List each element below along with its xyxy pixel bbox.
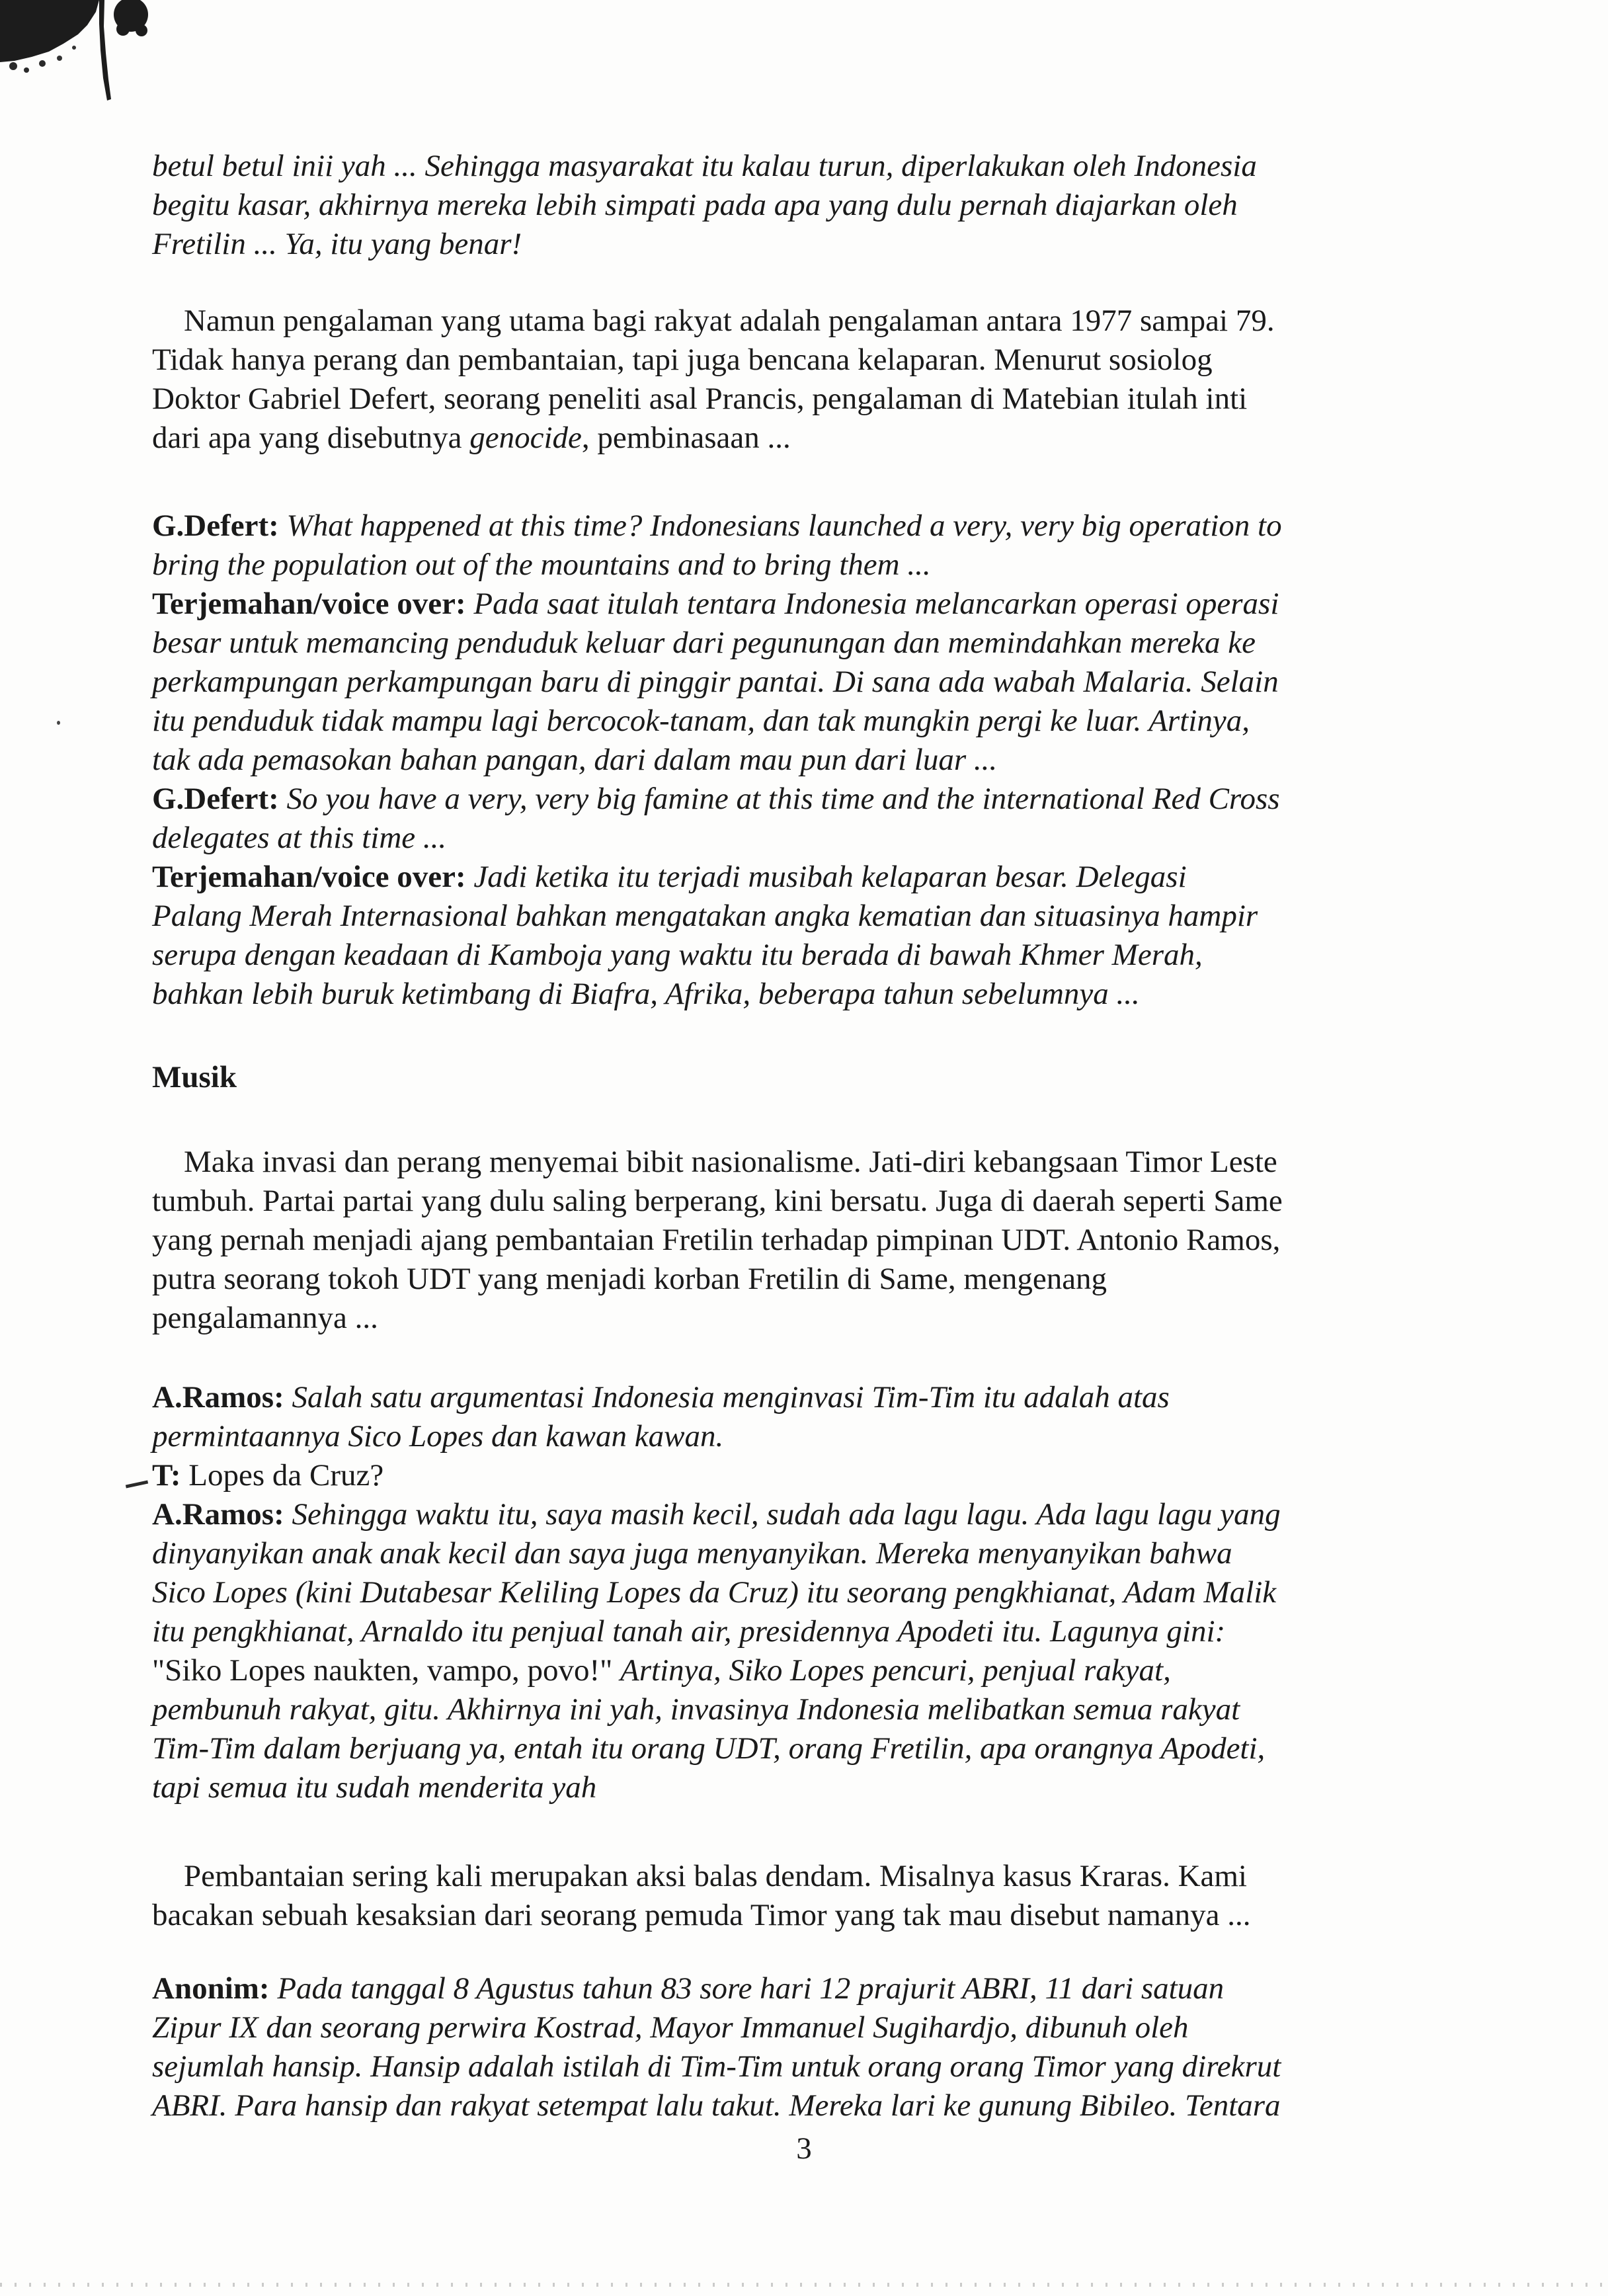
paragraph-line: betul betul inii yah ... Sehingga masyarakat itu kalau turun, diperlakukan oleh Indonesia — [152, 149, 1257, 183]
paragraph-line: Fretilin ... Ya, itu yang benar! — [152, 227, 522, 261]
paragraph-narration-2 — [152, 1143, 1370, 1338]
speech-text: dinyanyikan anak anak kecil dan saya juga menyanyikan. Mereka menyanyikan bahwa — [152, 1536, 1232, 1571]
paragraph-narration-1 — [152, 302, 1370, 458]
speech-text: bring the population out of the mountains and to bring them ... — [152, 548, 931, 582]
speech-text: perkampungan perkampungan baru di pinggir pantai. Di sana ada wabah Malaria. Selain — [152, 665, 1279, 699]
speech-text: itu penduduk tidak mampu lagi bercocok-tanam, dan tak mungkin pergi ke luar. Artinya, — [152, 704, 1250, 738]
dialogue-line — [152, 1495, 1370, 1534]
dialogue-line — [152, 585, 1370, 624]
speech-text: Palang Merah Internasional bahkan mengatakan angka kematian dan situasinya hampir — [152, 899, 1258, 933]
speech-text: So you have a very, very big famine at this time and the international Red Cross — [286, 782, 1280, 816]
paragraph-line: Pembantaian sering kali merupakan aksi balas dendam. Misalnya kasus Kraras. Kami — [184, 1859, 1247, 1893]
speaker-label: Terjemahan/voice over: — [152, 860, 466, 894]
paragraph-line: yang pernah menjadi ajang pembantaian Fretilin terhadap pimpinan UDT. Antonio Ramos, — [152, 1223, 1281, 1257]
paragraph-line — [152, 419, 1370, 458]
speech-text: Lopes da Cruz? — [188, 1458, 384, 1493]
dialogue-ramos — [152, 1378, 1370, 1807]
ink-smudge-icon — [0, 0, 165, 106]
speech-text: Salah satu argumentasi Indonesia menginvasi Tim-Tim itu adalah atas — [292, 1380, 1170, 1414]
paragraph-line: putra seorang tokoh UDT yang menjadi korban Fretilin di Same, mengenang — [152, 1262, 1107, 1296]
page-number: 3 — [796, 2131, 812, 2166]
speech-text: tak ada pemasokan bahan pangan, dari dalam mau pun dari luar ... — [152, 743, 998, 777]
speech-text: permintaannya Sico Lopes dan kawan kawan. — [152, 1419, 724, 1454]
speech-text: Pada tanggal 8 Agustus tahun 83 sore hari 12 prajurit ABRI, 11 dari satuan — [277, 1971, 1225, 2006]
speech-text: Sehingga waktu itu, saya masih kecil, sudah ada lagu lagu. Ada lagu lagu yang — [292, 1497, 1281, 1532]
paragraph-continuation — [152, 147, 1370, 264]
speech-text: besar untuk memancing penduduk keluar dari pegunungan dan memindahkan mereka ke — [152, 626, 1256, 660]
paragraph-narration-3 — [152, 1857, 1370, 1935]
speaker-label: G.Defert: — [152, 509, 279, 543]
scan-edge-noise — [0, 2283, 1608, 2287]
dialogue-line — [152, 858, 1370, 897]
paragraph-line: Doktor Gabriel Defert, seorang peneliti asal Prancis, pengalaman di Matebian itulah inti — [152, 382, 1248, 416]
paragraph-line: begitu kasar, akhirnya mereka lebih simpati pada apa yang dulu pernah diajarkan oleh — [152, 188, 1238, 222]
speech-text: sejumlah hansip. Hansip adalah istilah di Tim-Tim untuk orang orang Timor yang direkrut — [152, 2049, 1281, 2084]
dialogue-line — [152, 507, 1370, 546]
text-run: , pembinasaan ... — [581, 421, 791, 455]
speech-text: Zipur IX dan seorang perwira Kostrad, Mayor Immanuel Sugihardjo, dibunuh oleh — [152, 2010, 1189, 2045]
paragraph-line: tumbuh. Partai partai yang dulu saling berperang, kini bersatu. Juga di daerah seperti Same — [152, 1184, 1283, 1218]
dialogue-anonim — [152, 1969, 1370, 2125]
speaker-label: T: — [152, 1458, 181, 1493]
italic-term: genocide — [469, 421, 582, 455]
dialogue-defert — [152, 507, 1370, 1014]
song-quote: "Siko Lopes naukten, vampo, povo!" — [152, 1653, 613, 1688]
speech-text: Sico Lopes (kini Dutabesar Keliling Lopes da Cruz) itu seorang pengkhianat, Adam Malik — [152, 1575, 1277, 1610]
speaker-label: A.Ramos: — [152, 1380, 284, 1414]
dialogue-line — [152, 780, 1370, 819]
speech-text: bahkan lebih buruk ketimbang di Biafra, Afrika, beberapa tahun sebelumnya ... — [152, 977, 1140, 1011]
speaker-label: Anonim: — [152, 1971, 270, 2006]
speaker-label: Terjemahan/voice over: — [152, 587, 466, 621]
paragraph-line: Tidak hanya perang dan pembantaian, tapi juga bencana kelaparan. Menurut sosiolog — [152, 343, 1213, 377]
speech-text: ABRI. Para hansip dan rakyat setempat lalu takut. Mereka lari ke gunung Bibileo. Tentara — [152, 2088, 1281, 2123]
speech-text: Artinya, Siko Lopes pencuri, penjual rakyat, — [620, 1653, 1171, 1688]
paragraph-line: Maka invasi dan perang menyemai bibit nasionalisme. Jati-diri kebangsaan Timor Leste — [184, 1145, 1277, 1179]
speech-text: delegates at this time ... — [152, 821, 447, 855]
speaker-label: G.Defert: — [152, 782, 279, 816]
paragraph-line: bacakan sebuah kesaksian dari seorang pemuda Timor yang tak mau disebut namanya ... — [152, 1898, 1251, 1932]
speech-text: itu pengkhianat, Arnaldo itu penjual tanah air, presidennya Apodeti itu. Lagunya gini: — [152, 1614, 1226, 1649]
speech-text: Tim-Tim dalam berjuang ya, entah itu orang UDT, orang Fretilin, apa orangnya Apodeti, — [152, 1731, 1266, 1766]
dialogue-line — [152, 1651, 1370, 1690]
text-run: dari apa yang disebutnya — [152, 421, 470, 455]
speech-text: What happened at this time? Indonesians launched a very, very big operation to — [286, 509, 1282, 543]
speaker-label: A.Ramos: — [152, 1497, 284, 1532]
paragraph-line: Namun pengalaman yang utama bagi rakyat adalah pengalaman antara 1977 sampai 79. — [184, 304, 1275, 338]
speech-text: pembunuh rakyat, gitu. Akhirnya ini yah, invasinya Indonesia melibatkan semua rakyat — [152, 1692, 1240, 1727]
speech-text: serupa dengan keadaan di Kamboja yang waktu itu berada di bawah Khmer Merah, — [152, 938, 1203, 972]
speech-text: tapi semua itu sudah menderita yah — [152, 1770, 597, 1805]
dialogue-line — [152, 1378, 1370, 1417]
stray-dot — [57, 721, 60, 725]
stray-dash-mark — [126, 1481, 148, 1489]
dialogue-line — [152, 1456, 1370, 1495]
speech-text: Jadi ketika itu terjadi musibah kelaparan besar. Delegasi — [473, 860, 1187, 894]
speech-text: Pada saat itulah tentara Indonesia melancarkan operasi operasi — [473, 587, 1279, 621]
section-heading-musik: Musik — [152, 1060, 237, 1094]
paragraph-line: pengalamannya ... — [152, 1301, 378, 1335]
dialogue-line — [152, 1969, 1370, 2008]
